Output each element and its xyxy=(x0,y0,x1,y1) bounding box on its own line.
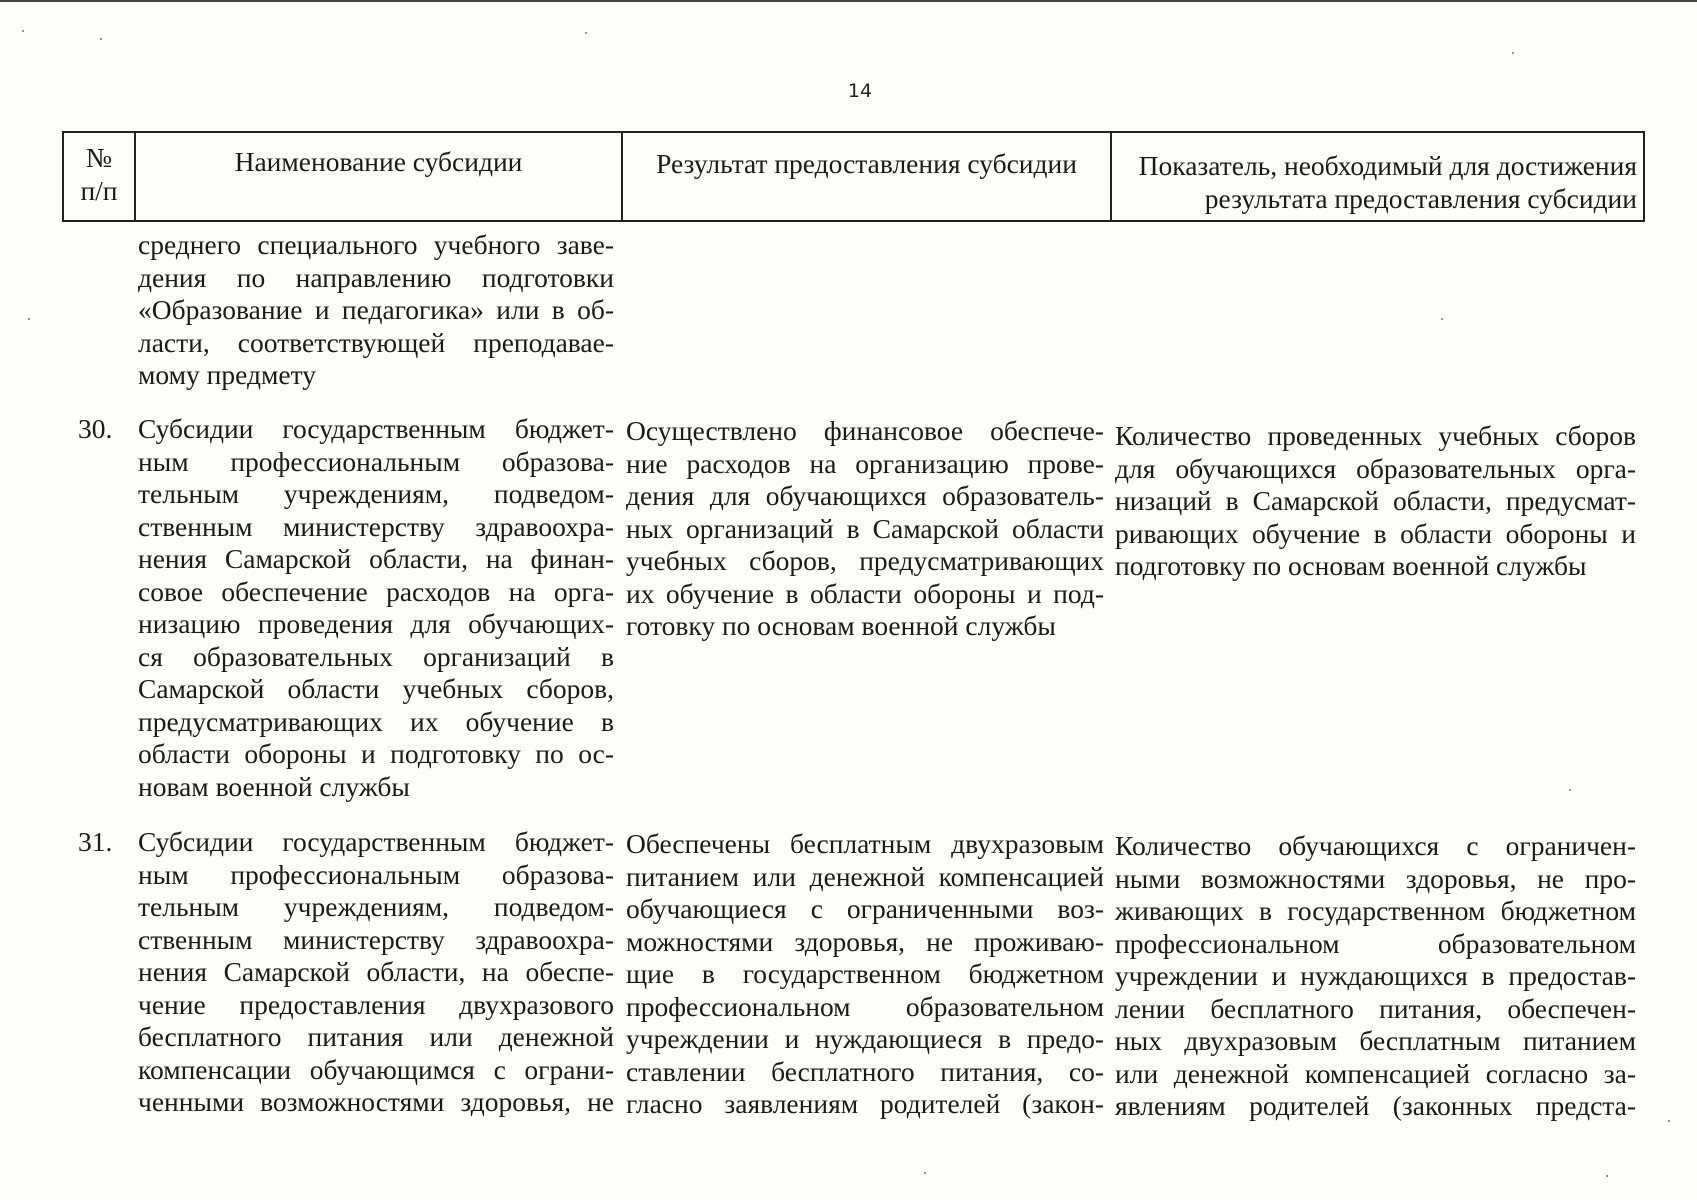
header-number-sign: № xyxy=(85,142,113,173)
text-line: ственным министерству здравоохра- xyxy=(138,510,614,542)
scan-speck xyxy=(1668,1120,1670,1122)
text-line: можностями здоровья, не проживаю- xyxy=(626,925,1104,957)
text-line: тельным учреждениям, подведом- xyxy=(138,891,614,922)
text-line: обучающиеся с ограниченными воз- xyxy=(626,893,1104,924)
text-line: ласти, соответствующей преподавае- xyxy=(138,326,614,358)
text-line: дения для обучающихся образователь- xyxy=(626,480,1104,511)
scan-speck xyxy=(1569,789,1571,791)
text-line: Субсидии государственным бюджет- xyxy=(138,826,614,857)
text-line: учреждении и нуждающихся в предостав- xyxy=(1115,960,1636,991)
text-line: лении бесплатного питания, обеспечен- xyxy=(1115,992,1636,1024)
text-line: подготовку по основам военной службы xyxy=(1115,550,1587,581)
row-name-cell xyxy=(138,413,614,803)
text-line: предусматривающих их обучение в xyxy=(138,705,614,737)
header-name-cell: Наименование субсидии xyxy=(136,133,623,220)
text-line: или денежной компенсацией согласно за- xyxy=(1115,1057,1636,1089)
scan-speck xyxy=(1512,52,1514,54)
text-line: «Образование и педагогика» или в об- xyxy=(138,294,614,325)
text-line: нения Самарской области, на финан- xyxy=(138,543,614,574)
text-line: области обороны и подготовку по ос- xyxy=(138,738,614,769)
text-line: ченными возможностями здоровья, не xyxy=(138,1086,614,1117)
scan-speck xyxy=(22,30,24,32)
text-line: Количество проведенных учебных сборов xyxy=(1115,420,1636,451)
text-line: готовку по основам военной службы xyxy=(626,610,1056,641)
text-line: учебных сборов, предусматривающих xyxy=(626,545,1104,576)
text-line: щие в государственном бюджетном xyxy=(626,958,1104,989)
header-number-abbrev: п/п xyxy=(80,175,118,206)
text-line: ние расходов на организацию прове- xyxy=(626,447,1104,479)
text-line: ных организаций в Самарской области xyxy=(626,512,1104,544)
header-number-cell xyxy=(64,133,136,220)
row-name-cell xyxy=(138,826,614,1119)
scan-speck xyxy=(924,1172,926,1174)
text-line: профессиональном образовательном xyxy=(626,990,1104,1022)
text-line: Самарской области учебных сборов, xyxy=(138,673,614,704)
text-line: гласно заявлениям родителей (закон- xyxy=(626,1088,1104,1119)
text-line: новам военной службы xyxy=(138,770,410,802)
header-indicator-line: Показатель, необходимый для достижения xyxy=(1138,150,1637,181)
header-indicator-line: результата предоставления субсидии xyxy=(1204,183,1637,214)
text-line: Количество обучающихся с ограничен- xyxy=(1115,830,1636,861)
row-number: 30. xyxy=(78,413,113,444)
text-line: чение предоставления двухразового xyxy=(138,988,614,1020)
header-result-cell: Результат предоставления субсидии xyxy=(623,133,1112,220)
text-line: ных двухразовым бесплатным питанием xyxy=(1115,1025,1636,1056)
text-line: среднего специального учебного заве- xyxy=(138,229,614,260)
text-line: ривающих обучение в области обороны и xyxy=(1115,517,1636,549)
text-line: ными возможностями здоровья, не про- xyxy=(1115,862,1636,894)
row-number: 31. xyxy=(78,826,113,857)
text-line: ся образовательных организаций в xyxy=(138,640,614,672)
text-line: низацию проведения для обучающих- xyxy=(138,608,614,639)
text-line: тельным учреждениям, подведом- xyxy=(138,478,614,509)
row-indicator-cell xyxy=(1115,420,1636,583)
text-line: дения по направлению подготовки xyxy=(138,261,614,293)
text-line: явлениям родителей (законных предста- xyxy=(1115,1090,1636,1121)
text-line: Осуществлено финансовое обеспече- xyxy=(626,415,1104,446)
continuation-name-cell xyxy=(138,229,614,392)
row-result-cell xyxy=(626,415,1104,643)
text-line: компенсации обучающимся с ограни- xyxy=(138,1053,614,1085)
page-top-border xyxy=(0,0,1697,2)
text-line: бесплатного питания или денежной xyxy=(138,1021,614,1052)
row-indicator-cell xyxy=(1115,830,1636,1123)
scan-speck xyxy=(100,38,102,40)
text-line: ным профессиональным образова- xyxy=(138,858,614,890)
text-line: ставлении бесплатного питания, со- xyxy=(626,1055,1104,1087)
text-line: питанием или денежной компенсацией xyxy=(626,860,1104,892)
text-line: учреждении и нуждающиеся в предо- xyxy=(626,1023,1104,1054)
row-result-cell xyxy=(626,828,1104,1121)
text-line: их обучение в области обороны и под- xyxy=(626,577,1104,609)
page-number: 14 xyxy=(847,80,873,102)
text-line: Субсидии государственным бюджет- xyxy=(138,413,614,444)
scan-speck xyxy=(1606,1175,1608,1177)
text-line: низаций в Самарской области, предусмат- xyxy=(1115,485,1636,516)
text-line: ным профессиональным образова- xyxy=(138,445,614,477)
text-line: Обеспечены бесплатным двухразовым xyxy=(626,828,1104,859)
text-line: ственным министерству здравоохра- xyxy=(138,923,614,955)
text-line: совое обеспечение расходов на орга- xyxy=(138,575,614,607)
scan-speck xyxy=(585,32,587,34)
text-line: нения Самарской области, на обеспе- xyxy=(138,956,614,987)
text-line: живающих в государственном бюджетном xyxy=(1115,895,1636,926)
text-line: для обучающихся образовательных орга- xyxy=(1115,452,1636,484)
table-header xyxy=(62,131,1645,222)
text-line: мому предмету xyxy=(138,359,316,390)
scan-speck xyxy=(1441,318,1443,320)
header-indicator-cell xyxy=(1112,133,1643,220)
text-line: профессиональном образовательном xyxy=(1115,927,1636,959)
scan-speck xyxy=(28,318,30,320)
